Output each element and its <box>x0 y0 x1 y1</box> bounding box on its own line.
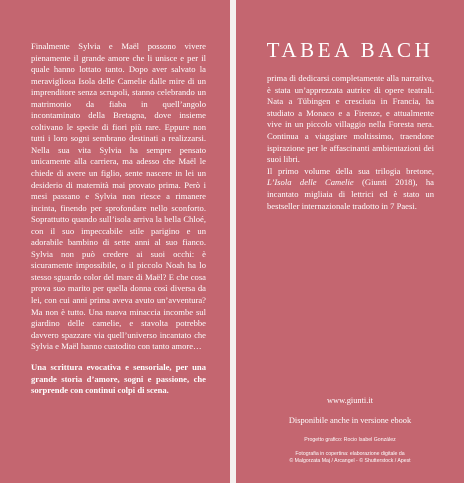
bio-paragraph-2-post: (Giunti 2018), ha incantato migliaia di lettrici ed è stato un bestseller internazionale tradotto in 7 Paesi. <box>267 177 434 211</box>
left-flap <box>0 0 230 483</box>
bio-paragraph-2-pre: Il primo volume della sua trilogia bretone, <box>267 165 434 176</box>
ebook-note: Disponibile anche in versione ebook <box>288 416 412 425</box>
author-name: TABEA BACH <box>266 38 434 62</box>
synopsis-text: Finalmente Sylvia e Maël possono vivere pienamente il grande amore che li unisce e per il quale hanno lottato tanto. Dopo aver salvato la meravigliosa Isola delle Camelie dalle mire di un imprenditore senza scrupoli, stanno celebrando un matrimonio da fiaba in quell’angolo incontaminato della Bretagna, dove insieme coltivano le specie di fiori più rare. Eppure non tutti i loro sogni sembrano destinati a realizzarsi. Nella sua vita Sylvia ha sempre pensato unicamente alla carriera, ma adesso che Maël le chiede di avere un figlio, sente nascere in lei un desiderio di maternità mai provato prima. Però i mesi passano e Sylvia non riesce a rimanere incinta, finendo per sprofondare nello sconforto. Soprattutto quando sull’isola arriva la bella Chloé, con il suo impeccabile stile parigino e un adorabile bambino di sette anni al suo fianco. Sylvia non può credere ai suoi occhi: è sicuramente impossibile, o il piccolo Noah ha lo stesso sguardo color del mare di Maël? E che cosa prova suo marito per quella donna così diversa da lei, con cui anni prima aveva avuto un’avventura? Ma non è tutto. Una nuova minaccia incombe sul giardino delle camelie, e stavolta potrebbe davvero spazzare via quell’universo incantato che Sylvia e Maël hanno custodito con tanto amore… <box>31 41 206 352</box>
design-credit: Progetto grafico: Rocio Isabel González <box>304 437 396 443</box>
cover-credit-line-2: © Malgorzata Maj / Arcangel - © Shutterstock / Apest <box>289 458 411 464</box>
tagline-text: Una scrittura evocativa e sensoriale, per una grande storia d’amore, sogni e passione, che sorprende con continui colpi di scena. <box>31 362 206 396</box>
bio-paragraph-2 <box>267 166 434 212</box>
cover-credit-line-1: Fotografia in copertina: elaborazione digitale da <box>295 451 405 457</box>
author-bio <box>267 73 434 212</box>
publisher-website: www.giunti.it <box>327 396 373 405</box>
bio-paragraph-1: prima di dedicarsi completamente alla narrativa, è stata un’apprezzata autrice di opere teatrali. Nata a Tübingen e cresciuta in Francia, ha studiato a Monaco e a Firenze, e attualmente vive in un piccolo villaggio nella Foresta nera. Continua a viaggiare moltissimo, traendone ispirazione per le affascinanti ambientazioni dei suoi libri. <box>267 73 434 165</box>
right-flap <box>236 0 464 483</box>
previous-book-title: L’Isola delle Camelie <box>267 177 354 188</box>
